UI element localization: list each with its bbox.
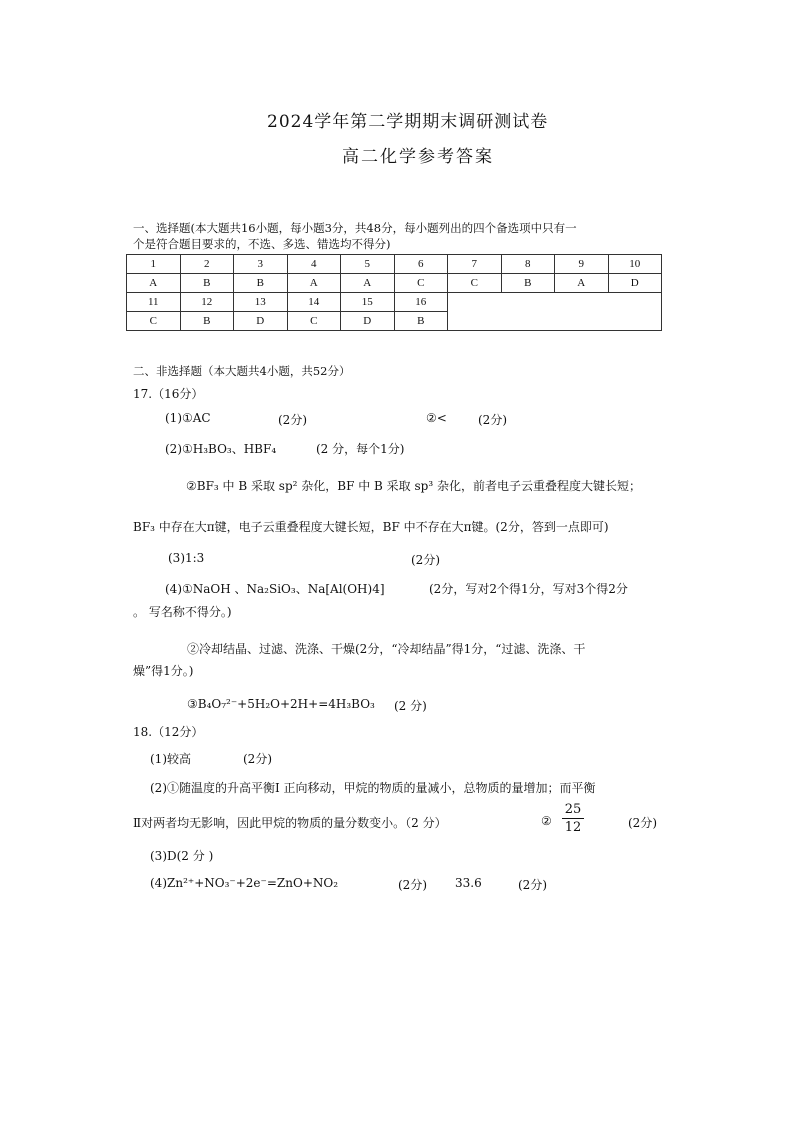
table-cell: 16: [394, 293, 448, 312]
table-cell: D: [234, 312, 288, 331]
q17-2b-line1: ②BF₃ 中 B 采取 sp² 杂化，BF 中 B 采取 sp³ 杂化，前者电子云重叠程度大键长短；: [186, 479, 641, 493]
table-row: [127, 255, 662, 274]
table-cell: A: [555, 274, 609, 293]
table-cell: 3: [234, 255, 288, 274]
q18-2b-label: ②: [541, 814, 552, 828]
table-cell: 10: [608, 255, 662, 274]
table-cell: B: [180, 274, 234, 293]
table-cell: B: [180, 312, 234, 331]
section1-heading-line1: 一、选择题(本大题共16小题，每小题3分，共48分，每小题列出的四个备选项中只有一: [133, 221, 577, 235]
q18-title: 18.（12分）: [133, 725, 204, 739]
fraction-numerator: 25: [562, 802, 584, 819]
fraction: [562, 802, 584, 837]
q17-4c-equation: ③B₄O₇²⁻+5H₂O+2H+=4H₃BO₃: [187, 697, 375, 711]
table-cell: B: [234, 274, 288, 293]
answer-table: [126, 254, 662, 331]
table-cell: 11: [127, 293, 181, 312]
q18-1-score: (2分): [243, 752, 272, 766]
q17-1-score: (2分): [278, 413, 307, 427]
table-blank-cell: [448, 293, 662, 331]
q17-4b-line1: ②冷却结晶、过滤、洗涤、干燥(2分，“冷却结晶”得1分，“过滤、洗涤、干: [187, 642, 586, 656]
q18-2-line1: (2)①随温度的升高平衡I 正向移动，甲烷的物质的量减小，总物质的量增加；而平衡: [150, 781, 596, 795]
section1-heading-line2: 个是符合题目要求的，不选、多选、错选均不得分): [133, 237, 391, 251]
section2-heading: 二、非选择题（本大题共4小题，共52分）: [133, 364, 351, 378]
q17-1b-score: (2分): [478, 413, 507, 427]
table-cell: B: [501, 274, 555, 293]
table-cell: B: [394, 312, 448, 331]
q18-1-answer: (1)较高: [150, 752, 191, 766]
table-cell: 5: [341, 255, 395, 274]
table-cell: 2: [180, 255, 234, 274]
q18-4-value: 33.6: [455, 876, 482, 890]
table-cell: 7: [448, 255, 502, 274]
table-cell: 4: [287, 255, 341, 274]
table-cell: 12: [180, 293, 234, 312]
q18-2-line2: Ⅱ对两者均无影响，因此甲烷的物质的量分数变小。（2 分）: [133, 816, 447, 830]
q17-1b-answer: ②<: [426, 411, 447, 425]
q18-3-answer: (3)D(2 分 ): [150, 849, 214, 863]
q18-4-equation: (4)Zn²⁺+NO₃⁻+2e⁻=ZnO+NO₂: [150, 876, 339, 890]
table-cell: 6: [394, 255, 448, 274]
q17-3-score: (2分): [411, 553, 440, 567]
table-cell: C: [127, 312, 181, 331]
q17-4c-score: (2 分): [394, 699, 427, 713]
q18-4-value-score: (2分): [518, 878, 547, 892]
q17-2-answer: (2)①H₃BO₃、HBF₄: [165, 442, 277, 456]
q18-2b-score: (2分): [628, 816, 657, 830]
table-row: [127, 274, 662, 293]
table-cell: 14: [287, 293, 341, 312]
table-cell: C: [394, 274, 448, 293]
table-row: [127, 293, 662, 312]
table-cell: 13: [234, 293, 288, 312]
q17-2-score: (2 分，每个1分): [316, 442, 405, 456]
q17-4-answer: (4)①NaOH 、Na₂SiO₃、Na[Al(OH)4]: [165, 582, 385, 596]
table-cell: C: [448, 274, 502, 293]
fraction-denominator: 12: [564, 820, 582, 835]
q17-4-note: 。 写名称不得分。): [133, 605, 232, 619]
q17-4b-line2: 燥”得1分。): [133, 664, 194, 678]
q17-3-answer: (3)1:3: [168, 551, 205, 565]
doc-title: 2024学年第二学期期末调研测试卷: [267, 112, 549, 132]
table-cell: D: [341, 312, 395, 331]
q17-1-answer: (1)①AC: [165, 411, 211, 425]
table-cell: 9: [555, 255, 609, 274]
table-cell: A: [341, 274, 395, 293]
q17-4-score: (2分，写对2个得1分，写对3个得2分: [429, 582, 628, 596]
q17-title: 17.（16分）: [133, 387, 204, 401]
table-cell: 15: [341, 293, 395, 312]
doc-subtitle: 高二化学参考答案: [342, 147, 494, 167]
table-cell: A: [127, 274, 181, 293]
q17-2b-line2: BF₃ 中存在大π键，电子云重叠程度大键长短，BF 中不存在大π键。(2分，答到一点即可): [133, 520, 609, 534]
table-cell: 8: [501, 255, 555, 274]
table-cell: A: [287, 274, 341, 293]
table-cell: 1: [127, 255, 181, 274]
table-cell: D: [608, 274, 662, 293]
q18-4-score: (2分): [398, 878, 427, 892]
table-cell: C: [287, 312, 341, 331]
